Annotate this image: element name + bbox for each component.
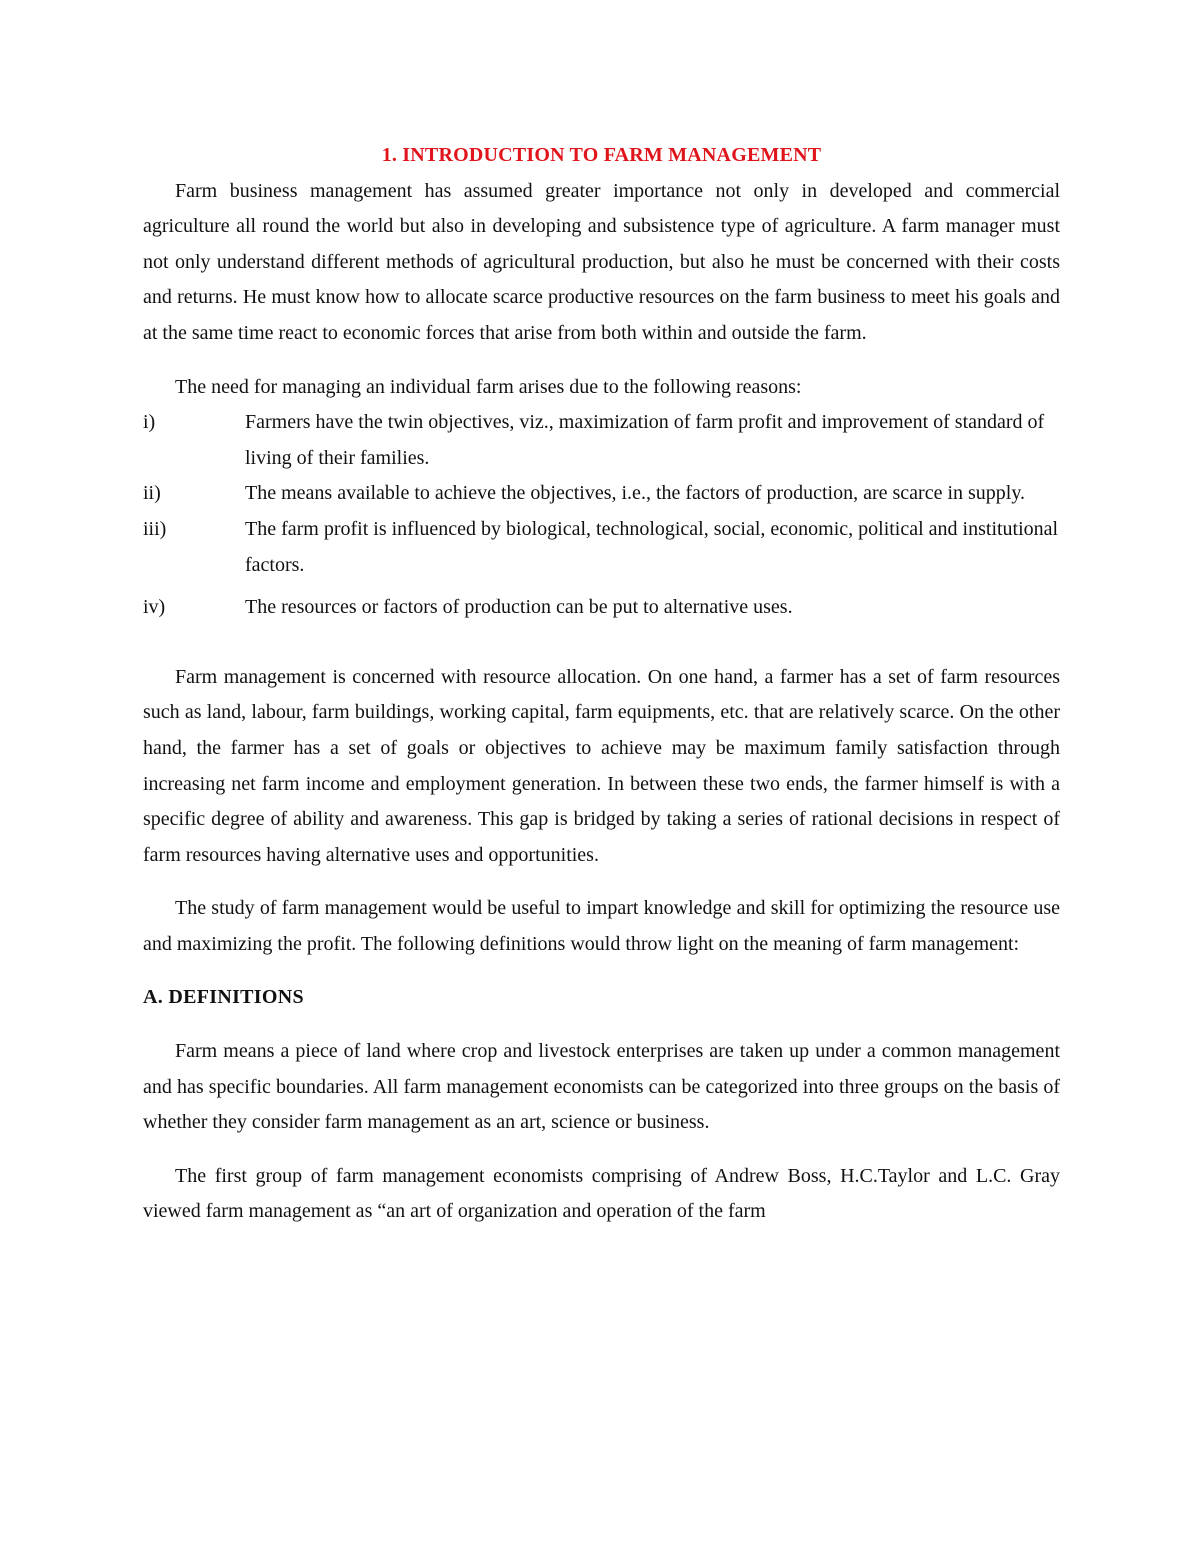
list-marker: i) xyxy=(143,411,156,434)
list-item xyxy=(143,405,1060,476)
list-text: The means available to achieve the objectives, i.e., the factors of production, are scarce in supply. xyxy=(245,482,1026,505)
chapter-title: 1. INTRODUCTION TO FARM MANAGEMENT xyxy=(381,144,822,166)
document-page xyxy=(143,138,1060,1230)
first-group-paragraph: The first group of farm management economists comprising of Andrew Boss, H.C.Taylor and L.C. Gray viewed farm management as “an art of organization and operation of the farm xyxy=(143,1164,1060,1223)
reasons-list xyxy=(143,405,1060,626)
definitions-heading: A. DEFINITIONS xyxy=(143,986,304,1009)
need-paragraph: The need for managing an individual farm arises due to the following reasons: xyxy=(175,375,802,398)
list-item xyxy=(143,476,1060,512)
list-item xyxy=(143,590,1060,626)
list-text: Farmers have the twin objectives, viz., maximization of farm profit and improvement of standard of living of their families. xyxy=(245,411,1045,469)
study-paragraph: The study of farm management would be useful to impart knowledge and skill for optimizing the resource use and maximizing the profit. The following definitions would throw light on the meaning of farm management: xyxy=(143,897,1060,955)
list-item xyxy=(143,512,1060,583)
farm-definition-paragraph: Farm means a piece of land where crop and livestock enterprises are taken up under a common management and has specific boundaries. All farm management economists can be categorized into three groups on the basis of whether they consider farm management as an art, science or business. xyxy=(143,1040,1060,1134)
list-text: The farm profit is influenced by biological, technological, social, economic, political and institutional factors. xyxy=(245,517,1059,576)
list-marker: iv) xyxy=(143,596,166,619)
resource-allocation-paragraph: Farm management is concerned with resource allocation. On one hand, a farmer has a set of farm resources such as land, labour, farm buildings, working capital, farm equipments, etc. that are relatively scarce. On the other hand, the farmer has a set of goals or objectives to achieve may be maximum family satisfaction through increasing net farm income and employment generation. In between these two ends, the farmer himself is with a specific degree of ability and awareness. This gap is bridged by taking a series of rational decisions in respect of farm resources having alternative uses and opportunities. xyxy=(143,665,1060,866)
list-marker: iii) xyxy=(143,517,167,540)
list-marker: ii) xyxy=(143,482,161,505)
intro-paragraph: Farm business management has assumed greater importance not only in developed and commercial agriculture all round the world but also in developing and subsistence type of agriculture. A farm manager must not only understand different methods of agricultural production, but also he must be concerned with their costs and returns. He must know how to allocate scarce productive resources on the farm business to meet his goals and at the same time react to economic forces that arise from both within and outside the farm. xyxy=(143,179,1060,344)
list-text: The resources or factors of production can be put to alternative uses. xyxy=(245,596,793,619)
